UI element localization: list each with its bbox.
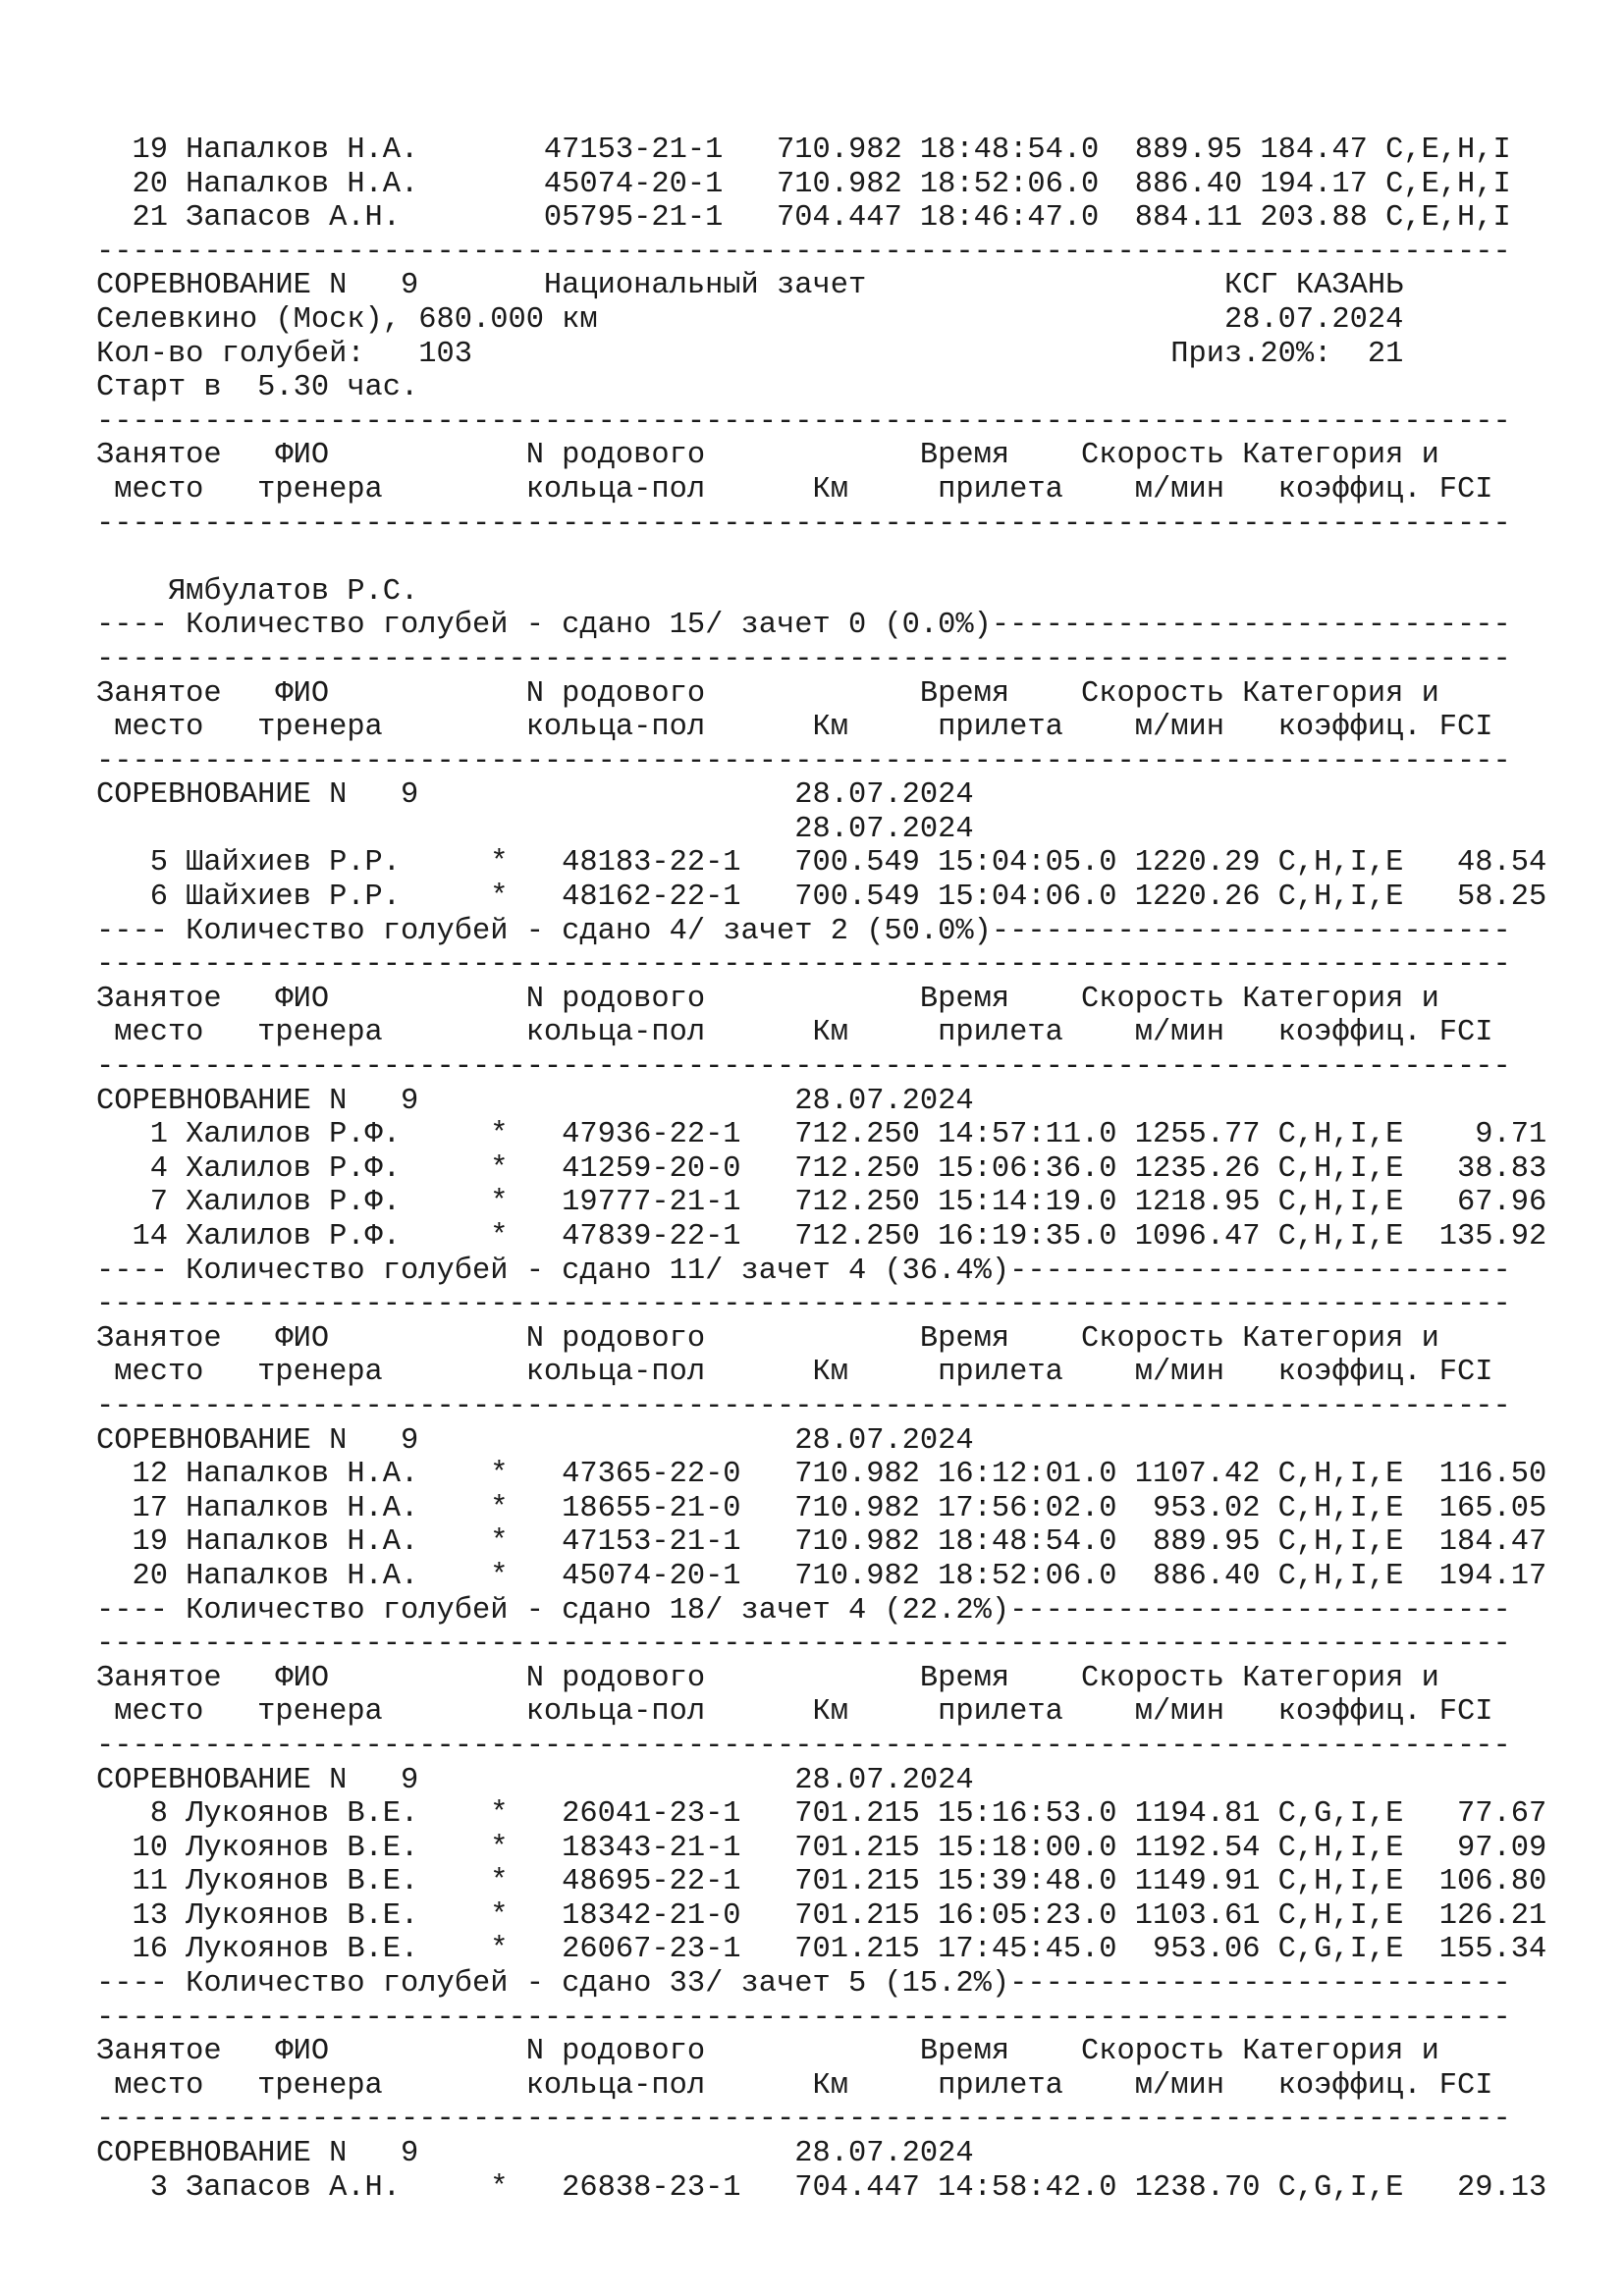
competition-heading: СОРЕВНОВАНИЕ N 9 28.07.2024 — [96, 778, 974, 813]
result-row: 21 Запасов А.Н. 05795-21-1 704.447 18:46:47.0 884.11 203.88 C,E,H,I — [96, 201, 1511, 236]
separator-line: ------------------------------------------------------------------------------- — [96, 1050, 1511, 1085]
table-header-row: место тренера кольца-пол Км прилета м/мин коэффиц. FCI — [96, 1016, 1493, 1050]
table-header-row: Занятое ФИО N родового Время Скорость Категория и — [96, 1661, 1439, 1695]
pigeon-count-summary: ---- Количество голубей - сдано 15/ зачет 0 (0.0%)----------------------------- — [96, 609, 1511, 643]
result-row: 5 Шайхиев Р.Р. * 48183-22-1 700.549 15:04:05.0 1220.29 C,H,I,E 48.54 — [96, 846, 1547, 881]
result-row: 4 Халилов Р.Ф. * 41259-20-0 712.250 15:06:36.0 1235.26 C,H,I,E 38.83 — [96, 1151, 1547, 1186]
separator-line: ------------------------------------------------------------------------------- — [96, 642, 1511, 676]
result-row: 11 Лукоянов В.Е. * 48695-22-1 701.215 15:39:48.0 1149.91 C,H,I,E 106.80 — [96, 1865, 1547, 1899]
separator-line: ------------------------------------------------------------------------------- — [96, 744, 1511, 778]
result-row: 13 Лукоянов В.Е. * 18342-21-0 701.215 16:05:23.0 1103.61 C,H,I,E 126.21 — [96, 1898, 1547, 1933]
result-row: 12 Напалков Н.А. * 47365-22-0 710.982 16:12:01.0 1107.42 C,H,I,E 116.50 — [96, 1458, 1547, 1492]
competition-heading: СОРЕВНОВАНИЕ N 9 Национальный зачет КСГ КАЗАНЬ — [96, 269, 1404, 303]
table-header-row: Занятое ФИО N родового Время Скорость Категория и — [96, 2035, 1439, 2069]
separator-line: ------------------------------------------------------------------------------- — [96, 1628, 1511, 1662]
table-header-row: Занятое ФИО N родового Время Скорость Категория и — [96, 1321, 1439, 1356]
table-header-row: место тренера кольца-пол Км прилета м/мин коэффиц. FCI — [96, 711, 1493, 745]
table-header-row: место тренера кольца-пол Км прилета м/мин коэффиц. FCI — [96, 1356, 1493, 1390]
separator-line: ------------------------------------------------------------------------------- — [96, 2001, 1511, 2035]
table-header-row: место тренера кольца-пол Км прилета м/мин коэффиц. FCI — [96, 1695, 1493, 1730]
separator-line: ------------------------------------------------------------------------------- — [96, 2103, 1511, 2137]
separator-line: ------------------------------------------------------------------------------- — [96, 1729, 1511, 1763]
text-line: 28.07.2024 — [96, 812, 974, 846]
text-line: Ямбулатов Р.С. — [96, 574, 419, 609]
blank-line — [96, 541, 1589, 575]
pigeon-count-summary: ---- Количество голубей - сдано 4/ зачет 2 (50.0%)----------------------------- — [96, 914, 1511, 948]
result-row: 1 Халилов Р.Ф. * 47936-22-1 712.250 14:57:11.0 1255.77 C,H,I,E 9.71 — [96, 1118, 1547, 1152]
separator-line: ------------------------------------------------------------------------------- — [96, 1288, 1511, 1322]
separator-line: ------------------------------------------------------------------------------- — [96, 235, 1511, 269]
report-page — [96, 133, 1589, 2205]
result-row: 20 Напалков Н.А. * 45074-20-1 710.982 18:52:06.0 886.40 C,H,I,E 194.17 — [96, 1559, 1547, 1593]
separator-line: ------------------------------------------------------------------------------- — [96, 507, 1511, 541]
pigeon-count-summary: ---- Количество голубей - сдано 33/ зачет 5 (15.2%)---------------------------- — [96, 1967, 1511, 2002]
table-header-row: Занятое ФИО N родового Время Скорость Категория и — [96, 439, 1439, 473]
table-header-row: Занятое ФИО N родового Время Скорость Категория и — [96, 982, 1439, 1016]
result-row: 7 Халилов Р.Ф. * 19777-21-1 712.250 15:14:19.0 1218.95 C,H,I,E 67.96 — [96, 1186, 1547, 1220]
pigeon-count-summary: ---- Количество голубей - сдано 11/ зачет 4 (36.4%)---------------------------- — [96, 1254, 1511, 1288]
table-header-row: место тренера кольца-пол Км прилета м/мин коэффиц. FCI — [96, 2068, 1493, 2103]
result-row: 19 Напалков Н.А. * 47153-21-1 710.982 18:48:54.0 889.95 C,H,I,E 184.47 — [96, 1525, 1547, 1560]
text-line: Старт в 5.30 час. — [96, 371, 419, 405]
text-line: Селевкино (Моск), 680.000 км 28.07.2024 — [96, 302, 1404, 337]
result-row: 16 Лукоянов В.Е. * 26067-23-1 701.215 17:45:45.0 953.06 C,G,I,E 155.34 — [96, 1933, 1547, 1967]
table-header-row: место тренера кольца-пол Км прилета м/мин коэффиц. FCI — [96, 472, 1493, 507]
separator-line: ------------------------------------------------------------------------------- — [96, 948, 1511, 983]
pigeon-count-summary: ---- Количество голубей - сдано 18/ зачет 4 (22.2%)---------------------------- — [96, 1593, 1511, 1628]
result-row: 17 Напалков Н.А. * 18655-21-0 710.982 17:56:02.0 953.02 C,H,I,E 165.05 — [96, 1491, 1547, 1525]
competition-heading: СОРЕВНОВАНИЕ N 9 28.07.2024 — [96, 1423, 974, 1458]
result-row: 19 Напалков Н.А. 47153-21-1 710.982 18:48:54.0 889.95 184.47 C,E,H,I — [96, 133, 1511, 167]
result-row: 14 Халилов Р.Ф. * 47839-22-1 712.250 16:19:35.0 1096.47 C,H,I,E 135.92 — [96, 1220, 1547, 1254]
table-header-row: Занятое ФИО N родового Время Скорость Категория и — [96, 676, 1439, 711]
result-row: 6 Шайхиев Р.Р. * 48162-22-1 700.549 15:04:06.0 1220.26 C,H,I,E 58.25 — [96, 881, 1547, 915]
result-row: 10 Лукоянов В.Е. * 18343-21-1 701.215 15:18:00.0 1192.54 C,H,I,E 97.09 — [96, 1831, 1547, 1865]
separator-line: ------------------------------------------------------------------------------- — [96, 404, 1511, 439]
competition-heading: СОРЕВНОВАНИЕ N 9 28.07.2024 — [96, 1763, 974, 1797]
separator-line: ------------------------------------------------------------------------------- — [96, 1389, 1511, 1423]
text-line: Кол-во голубей: 103 Приз.20%: 21 — [96, 337, 1404, 371]
competition-heading: СОРЕВНОВАНИЕ N 9 28.07.2024 — [96, 1084, 974, 1118]
result-row: 8 Лукоянов В.Е. * 26041-23-1 701.215 15:16:53.0 1194.81 C,G,I,E 77.67 — [96, 1797, 1547, 1832]
result-row: 3 Запасов А.Н. * 26838-23-1 704.447 14:58:42.0 1238.70 C,G,I,E 29.13 — [96, 2170, 1547, 2205]
competition-heading: СОРЕВНОВАНИЕ N 9 28.07.2024 — [96, 2137, 974, 2171]
result-row: 20 Напалков Н.А. 45074-20-1 710.982 18:52:06.0 886.40 194.17 C,E,H,I — [96, 167, 1511, 201]
